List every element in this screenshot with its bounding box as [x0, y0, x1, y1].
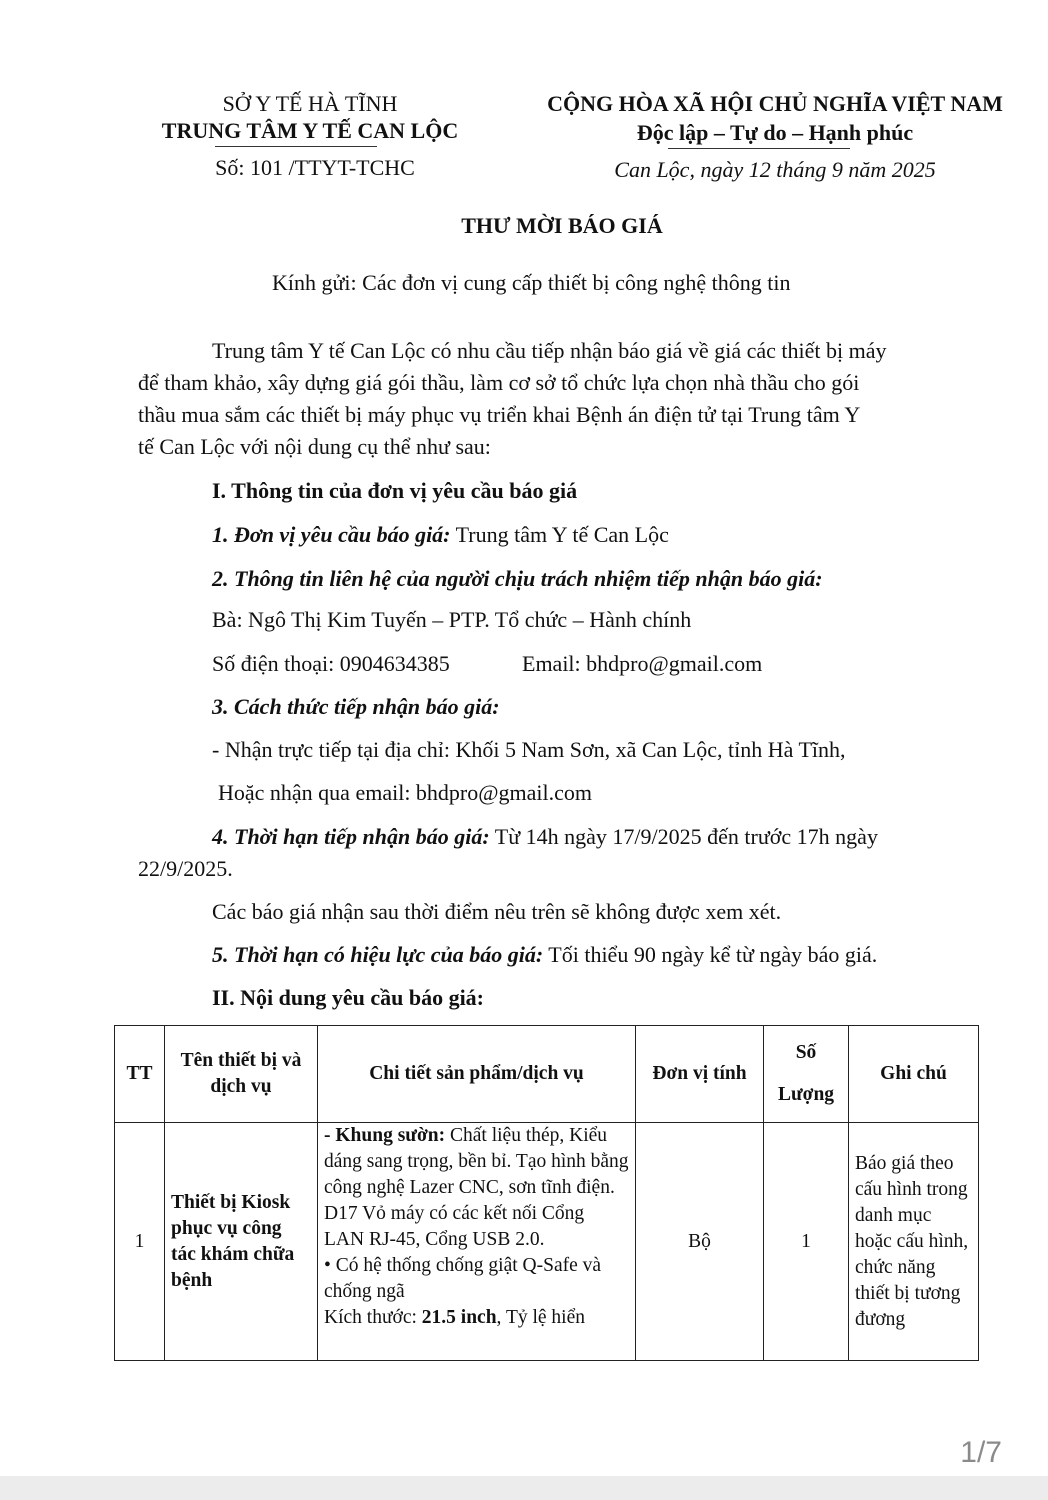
col-tt: TT	[115, 1026, 165, 1123]
cell-tt: 1	[115, 1123, 165, 1361]
cell-note: Báo giá theo cấu hình trong danh mục hoặc cấu hình, chức năng thiết bị tương đương	[849, 1123, 979, 1361]
email: Email: bhdpro@gmail.com	[522, 651, 763, 676]
label: 1. Đơn vị yêu cầu báo giá:	[212, 522, 451, 547]
col-note: Ghi chú	[849, 1026, 979, 1123]
col-detail: Chi tiết sản phẩm/dịch vụ	[318, 1026, 636, 1123]
col-qty	[764, 1026, 849, 1123]
validity	[212, 941, 877, 969]
intro-line: Trung tâm Y tế Can Lộc có nhu cầu tiếp nhận báo giá về giá các thiết bị máy	[212, 338, 887, 363]
intro-line: thầu mua sắm các thiết bị máy phục vụ triển khai Bệnh án điện tử tại Trung tâm Y	[138, 402, 861, 427]
section1-heading: I. Thông tin của đơn vị yêu cầu báo giá	[212, 478, 578, 503]
detail-text: • Có hệ thống chống giật Q-Safe và chống ngã	[324, 1255, 602, 1302]
section2-heading: II. Nội dung yêu cầu báo giá:	[212, 985, 485, 1010]
date-line: Can Lộc, ngày 12 tháng 9 năm 2025	[614, 157, 936, 182]
divider	[215, 146, 377, 147]
page-indicator: 1/7	[960, 1436, 1002, 1469]
national-motto: Độc lập – Tự do – Hạnh phúc	[636, 120, 914, 145]
cell-qty: 1	[764, 1123, 849, 1361]
detail-label: - Khung sườn:	[324, 1125, 446, 1146]
value: Từ 14h ngày 17/9/2025 đến trước 17h ngày	[489, 824, 878, 849]
value: Tối thiểu 90 ngày kể từ ngày báo giá.	[543, 942, 878, 967]
detail-text: Chất liệu thép, Kiểu dáng sang trọng, bền bỉ. Tạo hình bằng công nghệ Lazer CNC, sơn tĩnh điện. D17 Vỏ máy có các kết nối Cổng LAN RJ-45, Cổng USB 2.0.	[324, 1125, 629, 1250]
detail-text: Kích thước:	[324, 1307, 422, 1328]
method-direct: - Nhận trực tiếp tại địa chỉ: Khối 5 Nam Sơn, xã Can Lộc, tỉnh Hà Tĩnh,	[212, 737, 846, 762]
qty-line1: Số	[795, 1042, 817, 1063]
viewer-bottom-bar	[0, 1476, 1048, 1500]
col-unit: Đơn vị tính	[636, 1026, 764, 1123]
table-row	[115, 1123, 979, 1361]
contact-person: Bà: Ngô Thị Kim Tuyến – PTP. Tổ chức – Hành chính	[212, 607, 692, 632]
national-title: CỘNG HÒA XÃ HỘI CHỦ NGHĨA VIỆT NAM	[547, 91, 1003, 116]
requester	[212, 521, 669, 549]
table-header-row	[115, 1026, 979, 1123]
cell-name: Thiết bị Kiosk phục vụ công tác khám chữa bệnh	[165, 1123, 318, 1361]
document-title: THƯ MỜI BÁO GIÁ	[461, 213, 663, 238]
method-heading: 3. Cách thức tiếp nhận báo giá:	[212, 694, 500, 719]
contact-heading: 2. Thông tin liên hệ của người chịu trách nhiệm tiếp nhận báo giá:	[212, 566, 823, 591]
center-name: TRUNG TÂM Y TẾ CAN LỘC	[161, 118, 459, 143]
detail-size: 21.5 inch	[421, 1307, 497, 1328]
deadline-cont: 22/9/2025.	[138, 856, 233, 881]
intro-line: để tham khảo, xây dựng giá gói thầu, làm cơ sở tổ chức lựa chọn nhà thầu cho gói	[138, 370, 860, 395]
divider	[668, 148, 850, 149]
label: 5. Thời hạn có hiệu lực của báo giá:	[212, 942, 544, 967]
deadline	[212, 823, 878, 851]
label: 4. Thời hạn tiếp nhận báo giá:	[212, 824, 490, 849]
col-name: Tên thiết bị và dịch vụ	[165, 1026, 318, 1123]
quote-table	[114, 1025, 979, 1361]
phone: Số điện thoại: 0904634385	[212, 651, 450, 676]
cell-detail	[318, 1123, 636, 1361]
method-email: Hoặc nhận qua email: bhdpro@gmail.com	[218, 780, 592, 805]
greeting: Kính gửi: Các đơn vị cung cấp thiết bị công nghệ thông tin	[272, 270, 791, 295]
intro-line: tế Can Lộc với nội dung cụ thể như sau:	[138, 434, 491, 459]
detail-text: , Tỷ lệ hiển	[496, 1307, 586, 1328]
late-note: Các báo giá nhận sau thời điểm nêu trên sẽ không được xem xét.	[212, 899, 782, 924]
cell-unit: Bộ	[636, 1123, 764, 1361]
value: Trung tâm Y tế Can Lộc	[450, 522, 669, 547]
qty-line2: Lượng	[777, 1084, 835, 1105]
doc-number: Số: 101 /TTYT-TCHC	[215, 155, 415, 180]
agency-name: SỞ Y TẾ HÀ TĨNH	[222, 91, 398, 116]
